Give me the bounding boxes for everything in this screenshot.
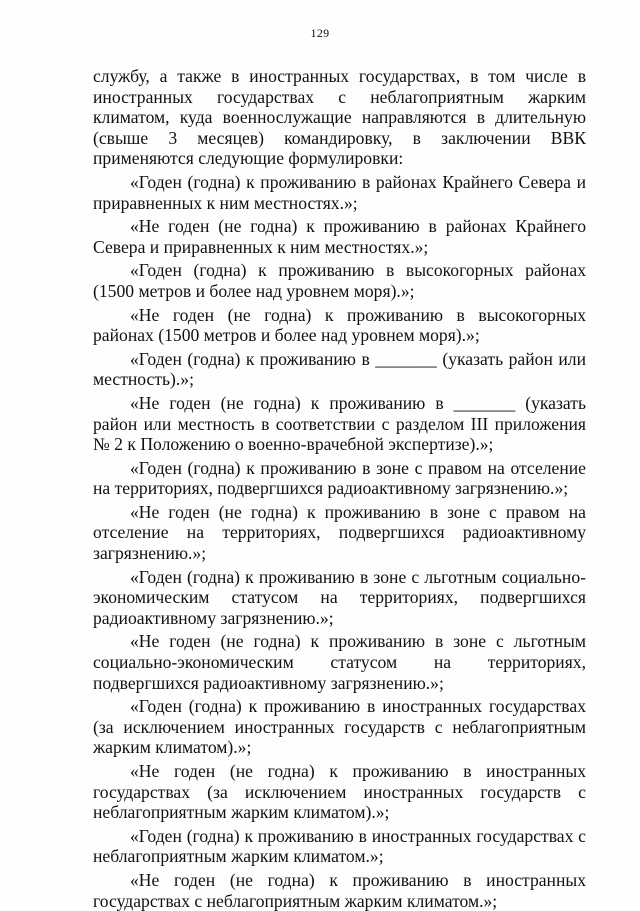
- intro-paragraph: службу, а также в иностранных государствах, в том числе в иностранных государствах с неблагоприятным жарким климатом, куда военнослужащие направляются в длительную (свыше 3 месяцев) командировку, в заключении ВВК применяются следующие формулировки:: [93, 66, 586, 169]
- formulation-unfit-foreign-states: «Не годен (не годна) к проживанию в иностранных государствах (за исключением иностранных государств с неблагоприятным жарким климатом).»;: [93, 761, 586, 823]
- formulation-unfit-highlands: «Не годен (не годна) к проживанию в высокогорных районах (1500 метров и более над уровнем моря).»;: [93, 304, 586, 346]
- page-number: 129: [310, 26, 330, 40]
- formulation-fit-foreign-states: «Годен (годна) к проживанию в иностранных государствах (за исключением иностранных государств с неблагоприятным жарким климатом).»;: [93, 696, 586, 758]
- formulation-fit-preferential-zone: «Годен (годна) к проживанию в зоне с льготным социально-экономическим статусом на территориях, подвергшихся радиоактивному загрязнению.»;: [93, 566, 586, 628]
- formulation-fit-far-north: «Годен (годна) к проживанию в районах Крайнего Севера и приравненных к ним местностях.»;: [93, 171, 586, 213]
- formulation-unfit-far-north: «Не годен (не годна) к проживанию в районах Крайнего Севера и приравненных к ним местностях.»;: [93, 216, 586, 257]
- formulation-unfit-hot-climate-states: «Не годен (не годна) к проживанию в иностранных государствах с неблагоприятным жарким климатом.»;: [93, 869, 586, 911]
- formulation-unfit-specified-area: «Не годен (не годна) к проживанию в _______ (указать район или местность в соответствии с разделом III приложения № 2 к Положению о военно-врачебной экспертизе).»;: [93, 392, 586, 455]
- formulation-unfit-resettlement-zone: «Не годен (не годна) к проживанию в зоне с правом на отселение на территориях, подвергшихся радиоактивному загрязнению.»;: [93, 501, 586, 564]
- formulation-fit-highlands: «Годен (годна) к проживанию в высокогорных районах (1500 метров и более над уровнем моря).»;: [93, 260, 586, 301]
- formulation-fit-hot-climate-states: «Годен (годна) к проживанию в иностранных государствах с неблагоприятным жарким климатом.»;: [93, 825, 586, 867]
- document-body: [93, 66, 586, 911]
- formulation-fit-resettlement-zone: «Годен (годна) к проживанию в зоне с правом на отселение на территориях, подвергшихся радиоактивному загрязнению.»;: [93, 457, 586, 499]
- formulation-unfit-preferential-zone: «Не годен (не годна) к проживанию в зоне с льготным социально-экономическим статусом на территориях, подвергшихся радиоактивному загрязнению.»;: [93, 631, 586, 693]
- formulation-fit-specified-area: «Годен (годна) к проживанию в _______ (указать район или местность).»;: [93, 348, 586, 390]
